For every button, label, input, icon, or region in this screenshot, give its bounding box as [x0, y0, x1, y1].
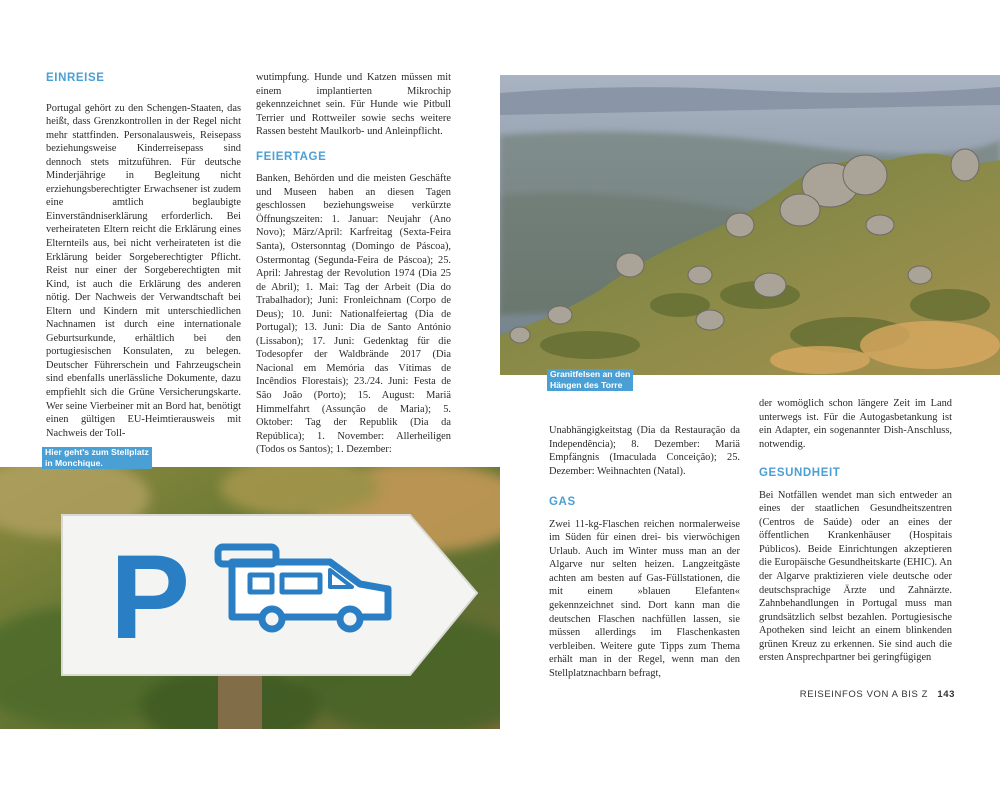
granite-landscape-photo: [500, 75, 1000, 375]
heading-einreise: EINREISE: [46, 72, 105, 84]
sign-letter: P: [109, 530, 191, 664]
page-number: 143: [937, 689, 955, 700]
parking-caption: [42, 447, 152, 469]
granite-caption-line-2: Hängen des Torre: [550, 380, 623, 390]
footer-section-title: REISEINFOS VON A BIS Z: [799, 689, 929, 700]
page-footer: [800, 689, 955, 700]
gas-continued-text: der womöglich schon längere Zeit im Land unterwegs ist. Für die Autogasbetankung ist ein Adapter, ein sogenannter Dish-Anschluss, notwendig.: [759, 398, 952, 450]
granite-caption: [547, 369, 633, 391]
parking-sign-image: [0, 467, 500, 729]
heading-feiertage: FEIERTAGE: [256, 150, 327, 163]
heading-gesundheit: GESUNDHEIT: [759, 467, 841, 480]
column-4: [759, 397, 952, 665]
landscape-image: [500, 75, 1000, 375]
column-2: [256, 71, 451, 457]
parking-caption-line-2: in Monchique.: [45, 458, 103, 468]
heading-gas: GAS: [549, 496, 576, 509]
granite-caption-line-1: Granitfelsen an den: [550, 369, 631, 379]
feiertage-text: Banken, Behörden und die meisten Geschäfte und Museen haben an diesen Tagen geschlossen beziehungsweise verkürzte Öffnungszeiten: 1. Januar: Neujahr (Ano Novo); März/April: Karfreitag (Sexta-Feira Santa), Ostersonntag (Domingo de Páscoa), Ostermontag (Segunda-Feira de Páscoa); 25. April: Jahrestag der Revolution 1974 (Dia 25 de Abril); 1. Mai: Tag der Arbeit (Dia do Trabalhador); Juni: Fronleichnam (Corpo de Deus); 10. Juni: Nationalfeiertag (Dia de Portugal); 13. Juni: Dia de Santo António (Lissabon); 17. Juni: Gedenktag für die Todesopfer der Waldbrände 2017 (Dia Nacional em Memória das Vítimas de Incêndios Florestais); 23./24. Juni: Festa de São João (Porto); 15. August: Mariä Himmelfahrt (Assunção de Maria); 5. Oktober: Tag der Republik (Dia da República); 1. November: Allerheiligen (Todos os Santos); 1. Dezember:: [256, 173, 451, 456]
column-1: [46, 72, 241, 440]
feiertage-continued-text: Unabhängigkeitstag (Dia da Restauração da Independência); 8. Dezember: Mariä Empfängnis (Imaculada Conceição); 25. Dezember: Weihnachten (Natal).: [549, 425, 740, 477]
parking-caption-line-1: Hier geht's zum Stellplatz: [45, 447, 149, 457]
column-3: [549, 424, 740, 680]
gesundheit-text: Bei Notfällen wendet man sich entweder an eines der staatlichen Gesundheitszentren (Centros de Saúde) oder an eines der öffentlichen Krankenhäuser (Hospitais Públicos). Beide Einrichtungen akzeptieren die Europäische Gesundheitskarte (EHIC). An der Algarve praktizieren viele deutsche oder deutschsprachige Ärzte und Zahnärzte. Zahnbehandlungen in Portugal muss man grundsätzlich selbst bezahlen. Portugiesische Apotheken sind leicht an einem blinkenden grünen Kreuz zu erkennen. Sie sind auch die ersten Ansprechpartner bei geringfügigen: [759, 489, 952, 664]
parking-sign-photo: [0, 467, 500, 729]
gas-text: Zwei 11-kg-Flaschen reichen normalerweise im Süden für einen drei- bis vierwöchigen Urlaub. Auch im Winter muss man an der Algarve nur selten heizen. Langzeitgäste achten am besten auf Gas-Füllstationen, die mit einem »blauen Elefanten« gekennzeichnet sind. Dort kann man die deutschen Flaschen nachfüllen lassen, sie müssen allerdings im Flaschenkasten verbleiben. Weitere gute Tipps zum Thema erhält man in der Regel, wenn man den Stellplatznachbarn befragt,: [549, 518, 740, 679]
einreise-text: Portugal gehört zu den Schengen-Staaten, das heißt, dass Grenzkontrollen in der Regel nicht mehr stattfinden. Personalausweis, Reisepass beziehungsweise Kinderreisepass sind dennoch stets mitzuführen. Für deutsche Minderjährige in Begleitung nicht erziehungsberechtigter Erwachsener ist zudem eine amtlich beglaubigte Einverständniserklärung erforderlich. Bei verheirateten Eltern reicht die Erklärung eines Elternteils aus, bei nicht verheirateten ist die Erklärung beider Sorgeberechtigter Pflicht. Reist nur einer der Sorgeberechtigten mit Kind, ist auch die Erklärung des anderen nötig. Der Nachweis der Verwandtschaft bei Eltern und Kindern mit unterschiedlichen Nachnamen ist durch eine internationale Geburtsurkunde, erhältlich bei den portugiesischen Konsulaten, zu belegen. Deutscher Führerschein und Fahrzeugschein sind ebenfalls unerlässliche Dokumente, dazu empfiehlt sich die Grüne Versicherungskarte. Wer seine Vierbeiner mit an Bord hat, benötigt einen gültigen EU-Heimtierausweis mit Nachweis der Toll-: [46, 102, 241, 439]
einreise-continued-text: wutimpfung. Hunde und Katzen müssen mit einem implantierten Mikrochip gekennzeichnet sein. Für Hunde wie Pitbull Terrier und Rottweiler sowie sechs weitere Rassen besteht Maulkorb- und Anleinpflicht.: [256, 72, 451, 138]
